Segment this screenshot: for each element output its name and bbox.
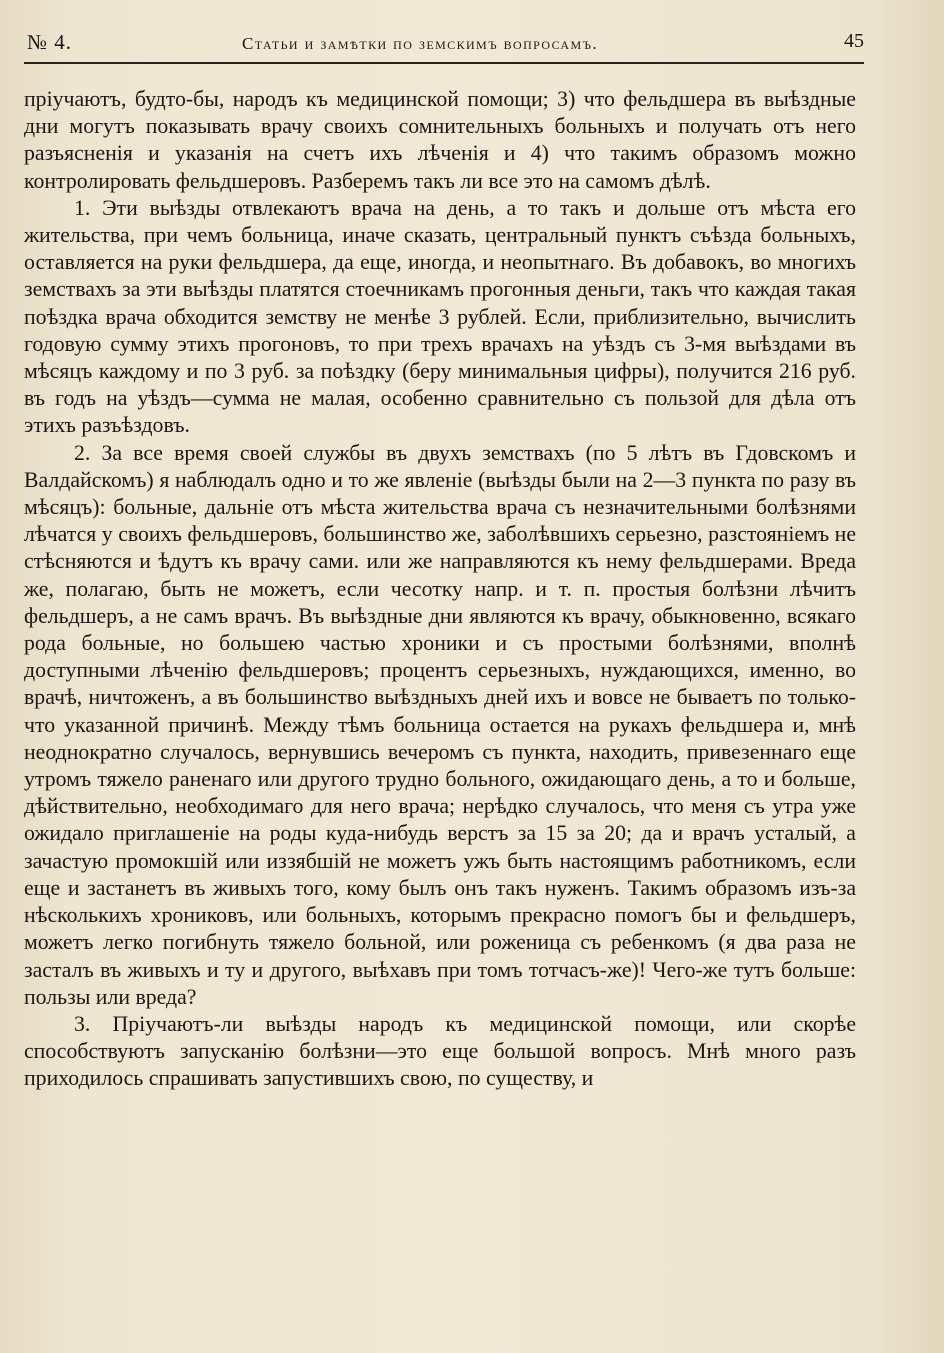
paragraph-point-2: 2. За все время своей службы въ двухъ земствахъ (по 5 лѣтъ въ Гдовскомъ и Валдайскомъ) я наблюдалъ одно и то же явленіе (выѣзды были на 2—3 пункта по разу въ мѣсяцъ): больные, дальніе отъ мѣста жительства врача съ незначительными болѣзнями лѣчатся у своихъ фельдшеровъ, большинство же, заболѣвшихъ серьезно, разстояніемъ не стѣсняются и ѣдутъ къ врачу сами. или же направляются къ нему фельдшерами. Вреда же, полагаю, быть не можетъ, если чесотку напр. и т. п. простыя болѣзни лѣчитъ фельдшеръ, а не самъ врачъ. Въ выѣздные дни являются къ врачу, обыкновенно, всякаго рода больные, но большею частью хроники и съ простыми болѣзнями, вполнѣ доступными лѣченію фельдшеровъ; процентъ серьезныхъ, нуждающихся, именно, во врачѣ, ничтоженъ, а въ большинство выѣздныхъ дней ихъ и вовсе не бываетъ по только-что указанной причинѣ. Между тѣмъ больница остается на рукахъ фельдшера и, мнѣ неоднократно случалось, вернувшись вечеромъ съ пункта, находить, привезеннаго еще утромъ тяжело раненаго или другого трудно больного, ожидающаго день, а то и больше, дѣйствительно, необходимаго для него врача; нерѣдко случалось, что меня съ утра уже ожидало приглашеніе на роды куда-нибудь верстъ за 15 за 20; да и врачъ усталый, а зачастую промокшій или иззябшій не можетъ ужъ быть настоящимъ работникомъ, если еще и застанетъ въ живыхъ того, кому былъ онъ такъ нуженъ. Такимъ образомъ изъ-за нѣсколькихъ хрониковъ, или больныхъ, которымъ прекрасно помогъ бы и фельдшеръ, можетъ легко погибнуть тяжело больной, или роженица съ ребенкомъ (я два раза не засталъ въ живыхъ и ту и другого, выѣхавъ при томъ тотчасъ-же)! Чего-же тутъ больше: пользы или вреда? [24, 440, 856, 1009]
article-body [24, 86, 856, 1093]
paragraph-continuation: пріучаютъ, будто-бы, народъ къ медицинской помощи; 3) что фельдшера въ выѣздные дни могутъ показывать врачу своихъ сомнительныхъ больныхъ и получать отъ него разъясненія и указанія на счетъ ихъ лѣченія и 4) что такимъ образомъ можно контролировать фельдшеровъ. Разберемъ такъ ли все это на самомъ дѣлѣ. [24, 87, 856, 193]
header-rule [24, 62, 864, 64]
issue-number: № 4. [27, 30, 73, 54]
running-head [24, 30, 864, 58]
paragraph-point-3: 3. Пріучаютъ-ли выѣзды народъ къ медицинской помощи, или скорѣе способствуютъ запусканію болѣзни—это еще большой вопросъ. Мнѣ много разъ приходилось спрашивать запустившихъ свою, по существу, и [24, 1011, 856, 1091]
section-title: Статьи и замѣтки по земскимъ вопросамъ. [242, 34, 599, 53]
page-number: 45 [844, 30, 864, 52]
paragraph-point-1: 1. Эти выѣзды отвлекаютъ врача на день, а то такъ и дольше отъ мѣста его жительства, при чемъ больница, иначе сказать, центральный пунктъ съѣзда больныхъ, оставляется на руки фельдшера, да еще, иногда, и неопытнаго. Въ добавокъ, во многихъ земствахъ за эти выѣзды платятся стоечникамъ прогонныя деньги, такъ что каждая такая поѣздка врача обходится земству не менѣе 3 рублей. Если, приблизительно, вычислить годовую сумму этихъ прогоновъ, то при трехъ врачахъ на уѣздъ съ 3-мя выѣздами въ мѣсяцъ каждому и по 3 руб. за поѣздку (беру минимальныя цифры), получится 216 руб. въ годъ на уѣздъ—сумма не малая, особенно сравнительно съ пользой для дѣла отъ этихъ разъѣздовъ. [24, 195, 856, 438]
